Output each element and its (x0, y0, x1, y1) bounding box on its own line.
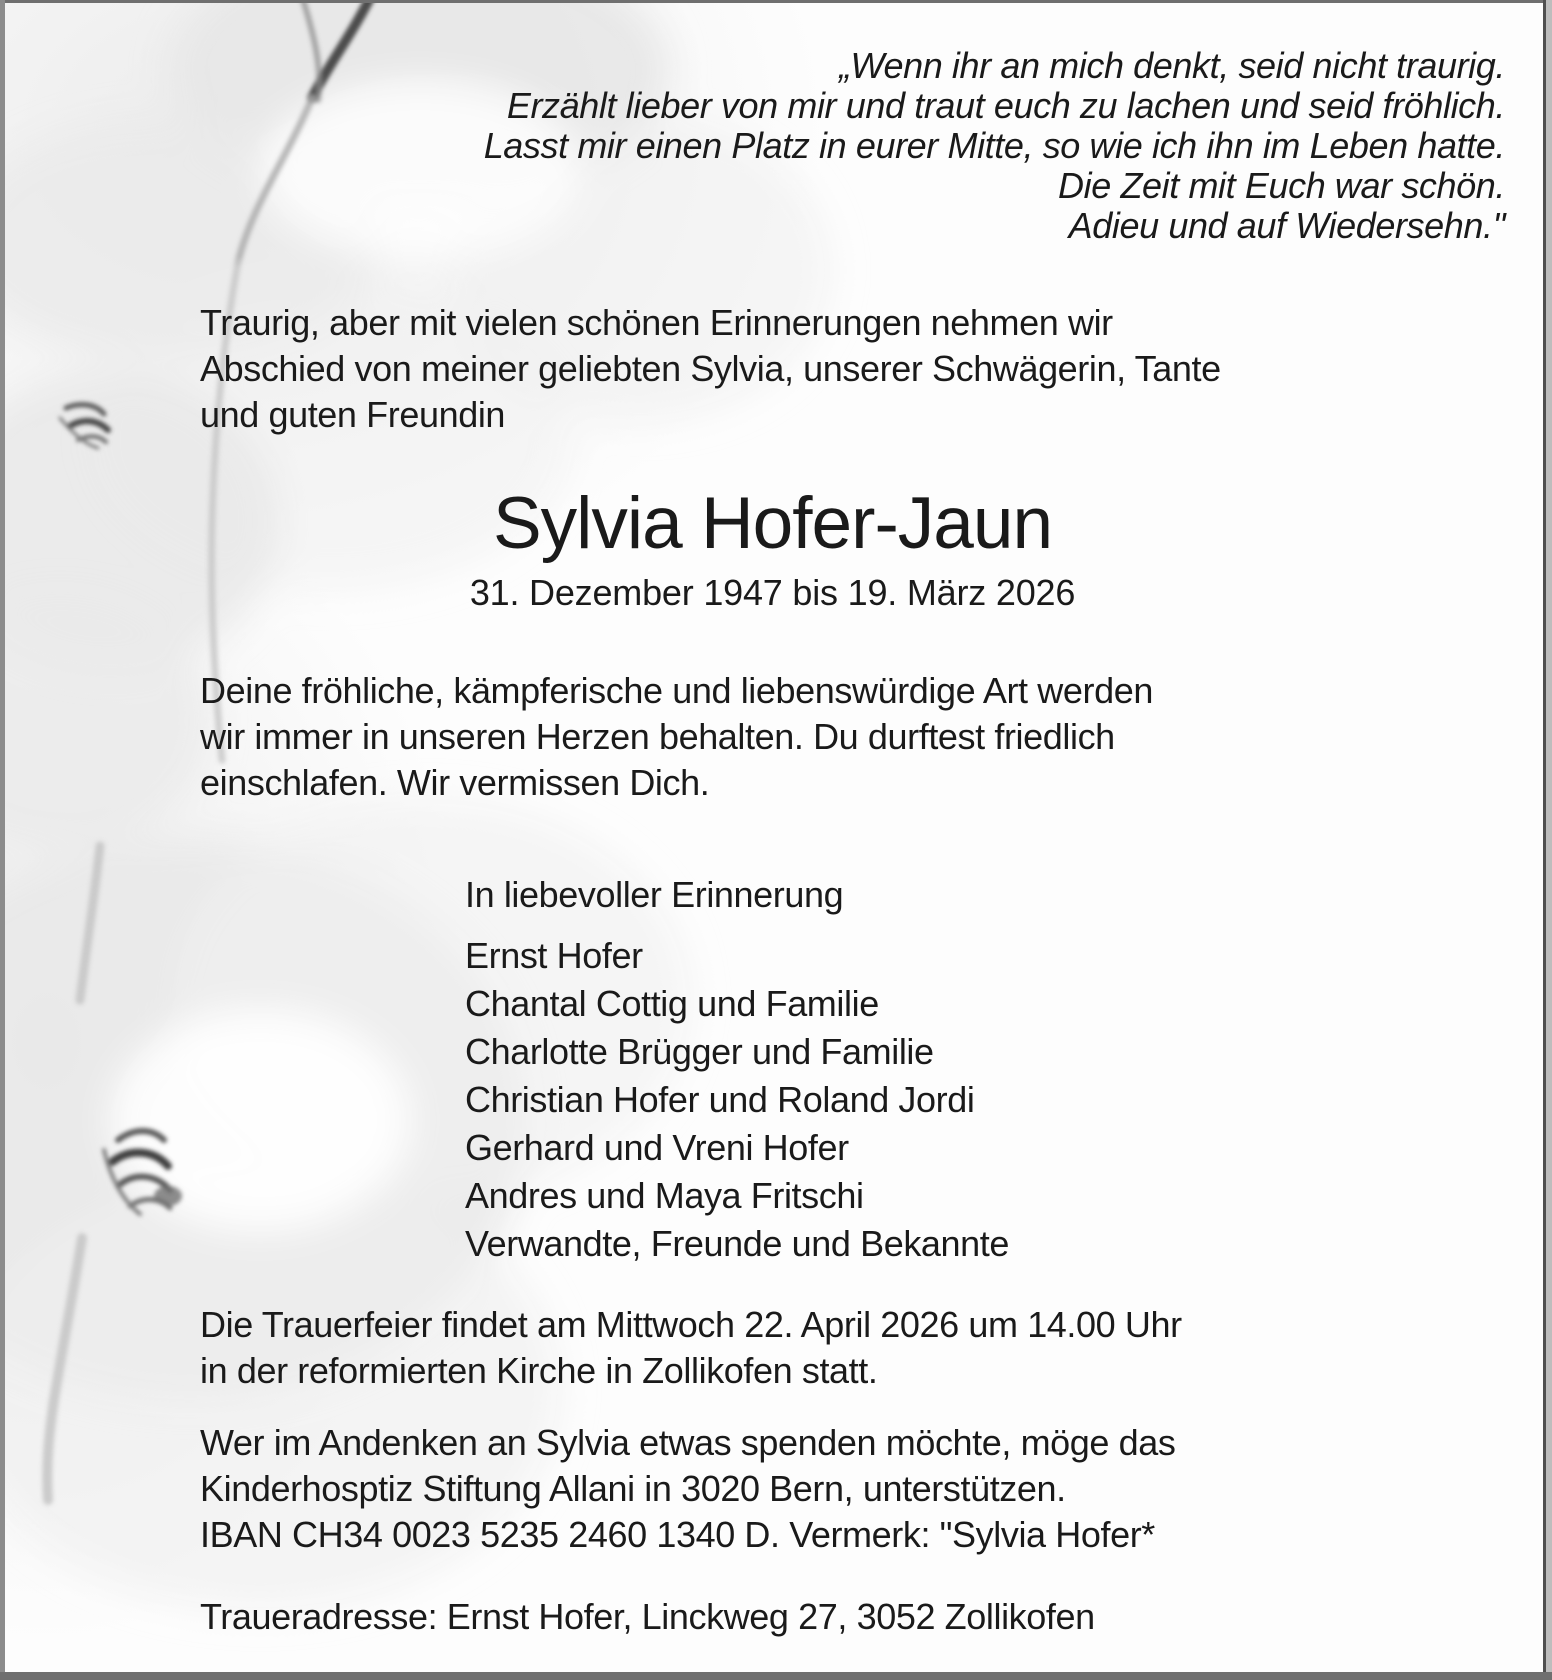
service-line: in der reformierten Kirche in Zollikofen statt. (200, 1350, 878, 1391)
deceased-name: Sylvia Hofer-Jaun (492, 483, 1053, 564)
tribute-paragraph (200, 668, 1153, 806)
quote-line: „Wenn ihr an mich denkt, seid nicht traurig. (838, 45, 1505, 86)
life-dates: 31. Dezember 1947 bis 19. März 2026 (469, 572, 1076, 613)
quote-line: Die Zeit mit Euch war schön. (1058, 165, 1505, 206)
intro-line: und guten Freundin (200, 394, 506, 435)
donation-paragraph (200, 1420, 1176, 1558)
service-line: Die Trauerfeier findet am Mittwoch 22. April 2026 um 14.00 Uhr (200, 1304, 1182, 1345)
mourner-name: Ernst Hofer (465, 935, 643, 976)
service-paragraph (200, 1302, 1182, 1394)
donation-line: Kinderhosptiz Stiftung Allani in 3020 Bern, unterstützen. (200, 1468, 1066, 1509)
frame-top-edge (0, 0, 1552, 3)
intro-paragraph (200, 300, 1221, 438)
quote-line: Erzählt lieber von mir und traut euch zu lachen und seid fröhlich. (506, 85, 1505, 126)
correspondence-address: Traueradresse: Ernst Hofer, Linckweg 27, 3052 Zollikofen (200, 1596, 1095, 1637)
mourner-name: Chantal Cottig und Familie (465, 983, 879, 1024)
tribute-line: Deine fröhliche, kämpferische und liebenswürdige Art werden (200, 670, 1153, 711)
frame-bottom-edge (0, 1672, 1552, 1680)
intro-line: Abschied von meiner geliebten Sylvia, unserer Schwägerin, Tante (200, 348, 1221, 389)
mourner-name: Christian Hofer und Roland Jordi (465, 1079, 975, 1120)
quote-line: Lasst mir einen Platz in eurer Mitte, so wie ich ihn im Leben hatte. (483, 125, 1505, 166)
frame-left-edge (0, 0, 5, 1680)
intro-line: Traurig, aber mit vielen schönen Erinnerungen nehmen wir (200, 302, 1113, 343)
remembrance-heading: In liebevoller Erinnerung (465, 874, 844, 915)
donation-line: Wer im Andenken an Sylvia etwas spenden möchte, möge das (200, 1422, 1176, 1463)
tribute-line: einschlafen. Wir vermissen Dich. (200, 762, 710, 803)
mourner-name: Gerhard und Vreni Hofer (465, 1127, 849, 1168)
mourner-name: Charlotte Brügger und Familie (465, 1031, 934, 1072)
mourner-name: Andres und Maya Fritschi (465, 1175, 864, 1216)
quote-line: Adieu und auf Wiedersehn." (1068, 205, 1505, 246)
memorial-quote (484, 46, 1505, 246)
frame-right-margin (1546, 0, 1552, 1680)
mourners-list (465, 932, 1009, 1268)
donation-line: IBAN CH34 0023 5235 2460 1340 D. Vermerk: "Sylvia Hofer* (200, 1514, 1155, 1555)
tribute-line: wir immer in unseren Herzen behalten. Du durftest friedlich (200, 716, 1115, 757)
mourner-name: Verwandte, Freunde und Bekannte (465, 1223, 1010, 1264)
